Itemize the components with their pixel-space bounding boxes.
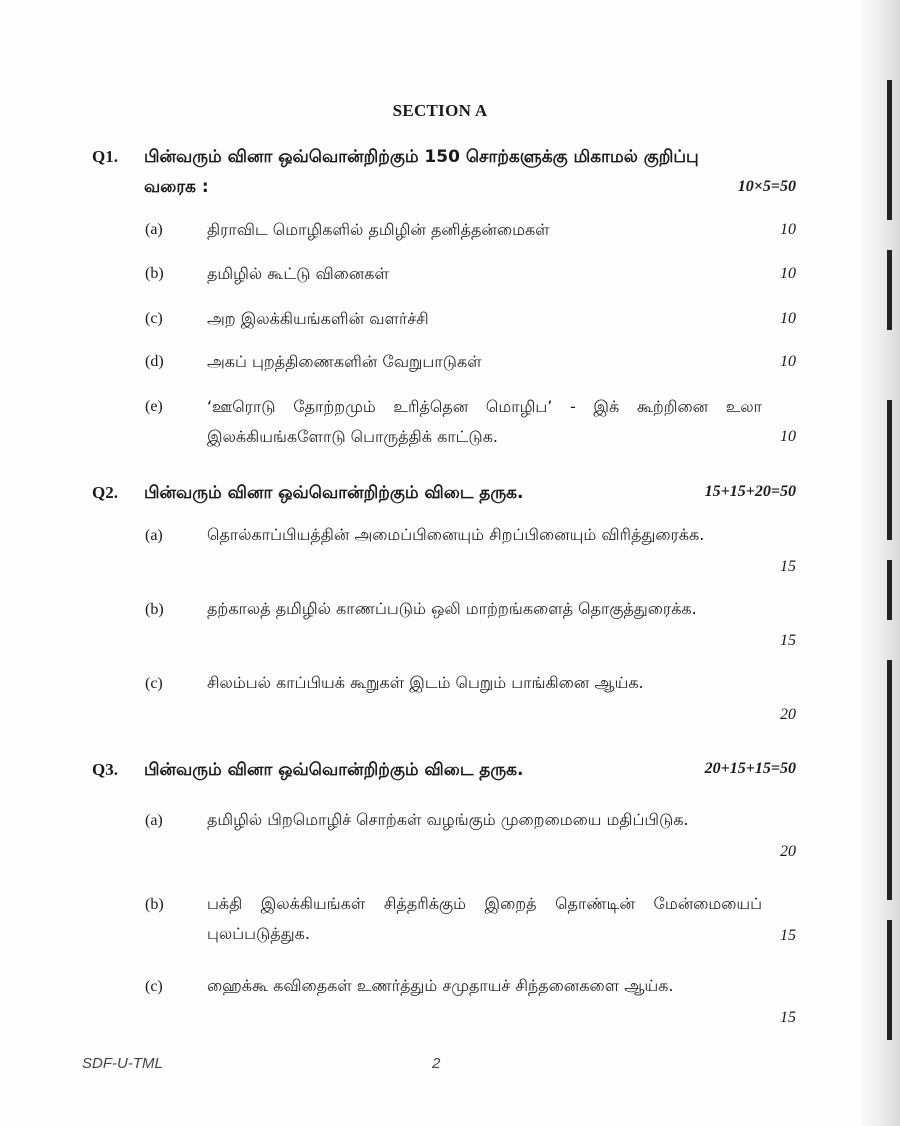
question-marks: 15+15+20=50 xyxy=(704,483,796,500)
sub-question-text: பக்தி இலக்கியங்கள் சித்தரிக்கும் இறைத் தொண்டின் மேன்மையைப் புலப்படுத்துக. xyxy=(207,894,762,943)
question-number: Q1. xyxy=(92,147,118,166)
sub-question-marks: 15 xyxy=(780,927,796,944)
question-text: பின்வரும் வினா ஒவ்வொன்றிற்கும் 150 சொற்களுக்கு மிகாமல் குறிப்பு வரைக : xyxy=(144,147,699,197)
sub-question-text: அற இலக்கியங்களின் வளர்ச்சி xyxy=(207,309,429,328)
page-number: 2 xyxy=(432,1055,441,1072)
sub-question-label: (b) xyxy=(145,601,164,618)
scan-edge-mark xyxy=(887,660,892,900)
sub-question-label: (d) xyxy=(145,353,164,370)
sub-question-label: (a) xyxy=(145,527,163,544)
sub-question-text: சிலம்பல் காப்பியக் கூறுகள் இடம் பெறும் பாங்கினை ஆய்க. xyxy=(207,673,644,692)
question-number: Q3. xyxy=(92,760,118,779)
scan-edge-mark xyxy=(887,920,892,1040)
sub-question-text: திராவிட மொழிகளில் தமிழின் தனித்தன்மைகள் xyxy=(207,220,550,239)
sub-question-text: ஹைக்கூ கவிதைகள் உணர்த்தும் சமுதாயச் சிந்தனைகளை ஆய்க. xyxy=(207,976,674,995)
sub-question-marks: 10 xyxy=(780,353,796,370)
sub-question-marks: 10 xyxy=(780,221,796,238)
sub-question-label: (b) xyxy=(145,896,164,913)
sub-question-label: (e) xyxy=(145,398,163,415)
section-title: SECTION A xyxy=(392,101,488,120)
sub-question-text: அகப் புறத்திணைகளின் வேறுபாடுகள் xyxy=(207,352,482,371)
sub-question-marks: 15 xyxy=(780,558,796,575)
sub-question-marks: 10 xyxy=(780,265,796,282)
sub-question-text: தமிழில் பிறமொழிச் சொற்கள் வழங்கும் முறைமையை மதிப்பிடுக. xyxy=(207,810,689,829)
scan-edge-mark xyxy=(887,80,892,220)
sub-question-text: ‘ஊரொடு தோற்றமும் உரித்தென மொழிப’ - இக் கூற்றினை உலா இலக்கியங்களோடு பொருத்திக் காட்டுக. xyxy=(207,397,762,446)
question-text: பின்வரும் வினா ஒவ்வொன்றிற்கும் விடை தருக. xyxy=(144,483,524,503)
sub-question-text: தமிழில் கூட்டு வினைகள் xyxy=(207,264,389,283)
sub-question-marks: 10 xyxy=(780,310,796,327)
sub-question-label: (b) xyxy=(145,265,164,282)
sub-question-marks: 20 xyxy=(780,843,796,860)
sub-question-text: தொல்காப்பியத்தின் அமைப்பினையும் சிறப்பினையும் விரித்துரைக்க. xyxy=(207,525,705,544)
sub-question-label: (c) xyxy=(145,310,163,327)
scan-edge-mark xyxy=(887,400,892,540)
scan-edge-mark xyxy=(887,250,892,330)
question-number: Q2. xyxy=(92,483,118,502)
sub-question-marks: 15 xyxy=(780,632,796,649)
sub-question-label: (c) xyxy=(145,978,163,995)
sub-question-marks: 20 xyxy=(780,706,796,723)
sub-question-label: (a) xyxy=(145,812,163,829)
question-text: பின்வரும் வினா ஒவ்வொன்றிற்கும் விடை தருக. xyxy=(144,760,524,780)
sub-question-text: தற்காலத் தமிழில் காணப்படும் ஒலி மாற்றங்களைத் தொகுத்துரைக்க. xyxy=(207,599,697,618)
scan-edge-mark xyxy=(887,560,892,620)
sub-question-label: (c) xyxy=(145,675,163,692)
sub-question-marks: 10 xyxy=(780,428,796,445)
paper-code: SDF-U-TML xyxy=(82,1055,163,1072)
sub-question-label: (a) xyxy=(145,221,163,238)
question-marks: 10×5=50 xyxy=(737,178,796,195)
scan-edge-shadow xyxy=(860,0,900,1126)
question-marks: 20+15+15=50 xyxy=(704,760,796,777)
sub-question-marks: 15 xyxy=(780,1009,796,1026)
